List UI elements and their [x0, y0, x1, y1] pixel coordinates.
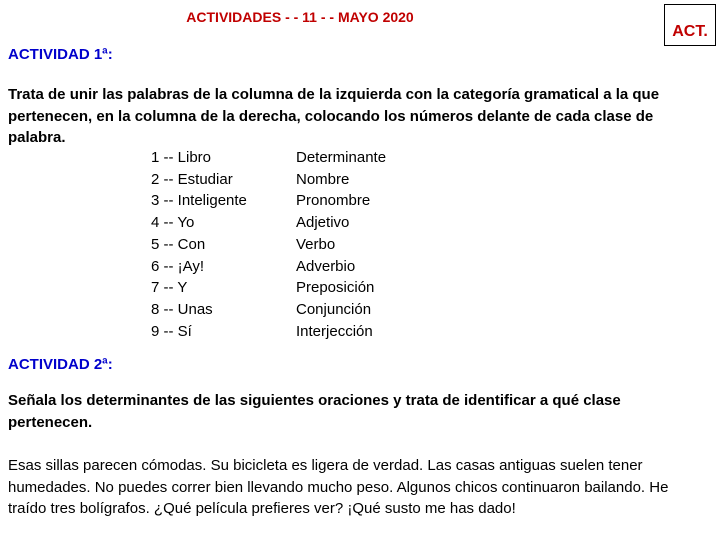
word-item: 5 -- Con	[151, 235, 206, 253]
activity-2-sentences: Esas sillas parecen cómodas. Su bicicleta es ligera de verdad. Las casas antiguas suelen tener humedades. No puedes correr bien llevando mucho peso. Algunos chicos continuaron bailando. He traído tres bolígrafos. ¿Qué película prefieres ver? ¡Qué susto me has dado!	[8, 457, 669, 517]
act-badge: ACT.	[664, 4, 716, 46]
activity-1-heading: ACTIVIDAD 1ª:	[8, 46, 113, 63]
word-item: 4 -- Yo	[151, 214, 195, 232]
words-column	[151, 147, 247, 342]
activity-1-instructions: Trata de unir las palabras de la columna de la izquierda con la categoría gramatical a la que pertenecen, en la columna de la derecha, colocando los números delante de cada clase de palabra.	[8, 86, 660, 146]
category-item: Conjunción	[296, 300, 372, 318]
category-item: Determinante	[296, 149, 387, 166]
word-item: 9 -- Sí	[151, 322, 192, 340]
activity-2-heading: ACTIVIDAD 2ª:	[8, 356, 113, 373]
word-item: 2 -- Estudiar	[151, 170, 233, 188]
category-item: Adverbio	[296, 257, 356, 275]
category-item: Verbo	[296, 235, 336, 253]
category-item: Interjección	[296, 322, 373, 340]
categories-column	[296, 147, 386, 342]
category-item: Preposición	[296, 279, 375, 297]
word-item: 8 -- Unas	[151, 300, 213, 318]
category-item: Nombre	[296, 170, 350, 188]
category-item: Adjetivo	[296, 214, 350, 232]
word-item: 3 -- Inteligente	[151, 192, 247, 210]
word-item: 6 -- ¡Ay!	[151, 257, 205, 275]
category-item: Pronombre	[296, 192, 371, 210]
page-title: ACTIVIDADES - - 11 - - MAYO 2020	[186, 9, 414, 25]
word-item: 1 -- Libro	[151, 149, 212, 166]
word-item: 7 -- Y	[151, 279, 188, 297]
activity-2-instructions: Señala los determinantes de las siguientes oraciones y trata de identificar a qué clase pertenecen.	[8, 392, 621, 431]
